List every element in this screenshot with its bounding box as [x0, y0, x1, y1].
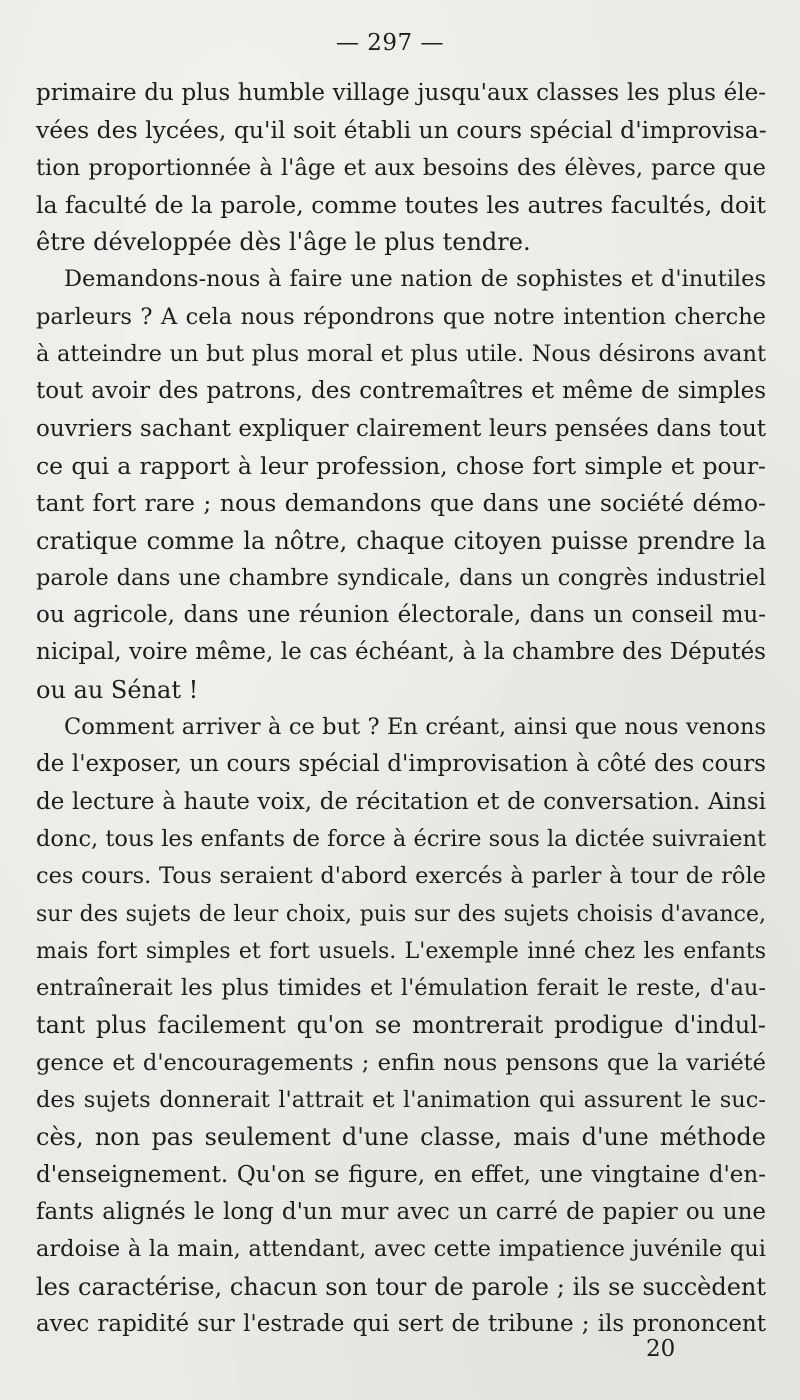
- text-line: parleurs ? A cela nous répondrons que notre intention cherche: [36, 303, 766, 330]
- text-line: Comment arriver à ce but ? En créant, ainsi que nous venons: [64, 714, 766, 741]
- body-text: [36, 75, 766, 1343]
- text-line: à atteindre un but plus moral et plus utile. Nous désirons avant: [36, 341, 766, 368]
- paragraph: [36, 709, 766, 1343]
- text-line: Demandons-nous à faire une nation de sophistes et d'inutiles: [64, 266, 766, 293]
- text-line: donc, tous les enfants de force à écrire sous la dictée suivraient: [36, 825, 766, 852]
- text-line: cratique comme la nôtre, chaque citoyen puisse prendre la: [36, 526, 766, 555]
- paragraph: [36, 75, 766, 261]
- text-line: ces cours. Tous seraient d'abord exercés à parler à tour de rôle: [36, 863, 766, 890]
- text-line: sur des sujets de leur choix, puis sur des sujets choisis d'avance,: [36, 901, 766, 927]
- text-line: tout avoir des patrons, des contremaîtres et même de simples: [36, 378, 766, 405]
- text-line: ce qui a rapport à leur profession, chose fort simple et pour-: [36, 451, 766, 480]
- text-line: fants alignés le long d'un mur avec un carré de papier ou une: [36, 1198, 766, 1225]
- text-line: tant fort rare ; nous demandons que dans une société démo-: [36, 489, 766, 518]
- paragraph: [36, 261, 766, 709]
- text-line: ou au Sénat !: [36, 675, 199, 704]
- text-line: entraînerait les plus timides et l'émulation ferait le reste, d'au-: [36, 975, 766, 1002]
- text-line: mais fort simples et fort usuels. L'exemple inné chez les enfants: [36, 938, 766, 964]
- signature-mark: 20: [646, 1336, 676, 1362]
- text-line: parole dans une chambre syndicale, dans un congrès industriel: [36, 564, 766, 591]
- text-line: ou agricole, dans une réunion électorale, dans un conseil mu-: [36, 602, 766, 629]
- text-line: avec rapidité sur l'estrade qui sert de tribune ; ils prononcent: [36, 1310, 766, 1337]
- text-line: la faculté de la parole, comme toutes les autres facultés, doit: [36, 190, 766, 219]
- text-line: être développée dès l'âge le plus tendre.: [36, 228, 531, 257]
- text-line: d'enseignement. Qu'on se figure, en effet, une vingtaine d'en-: [36, 1161, 766, 1188]
- page-number: — 297 —: [335, 30, 445, 56]
- text-line: les caractérise, chacun son tour de parole ; ils se succèdent: [36, 1272, 766, 1301]
- text-line: tion proportionnée à l'âge et aux besoins des élèves, parce que: [36, 154, 766, 181]
- text-line: primaire du plus humble village jusqu'aux classes les plus éle-: [36, 80, 766, 106]
- text-line: ardoise à la main, attendant, avec cette impatience juvénile qui: [36, 1236, 766, 1263]
- text-line: vées des lycées, qu'il soit établi un cours spécial d'improvisa-: [36, 116, 767, 145]
- text-line: cès, non pas seulement d'une classe, mais d'une méthode: [36, 1123, 766, 1152]
- text-line: nicipal, voire même, le cas échéant, à la chambre des Députés: [36, 639, 766, 666]
- text-line: tant plus facilement qu'on se montrerait prodigue d'indul-: [36, 1011, 766, 1040]
- text-line: de l'exposer, un cours spécial d'improvisation à côté des cours: [36, 751, 766, 778]
- text-line: de lecture à haute voix, de récitation et de conversation. Ainsi: [36, 788, 766, 815]
- text-line: gence et d'encouragements ; enfin nous pensons que la variété: [36, 1049, 766, 1076]
- text-line: des sujets donnerait l'attrait et l'animation qui assurent le suc-: [36, 1087, 766, 1114]
- text-line: ouvriers sachant expliquer clairement leurs pensées dans tout: [36, 415, 766, 442]
